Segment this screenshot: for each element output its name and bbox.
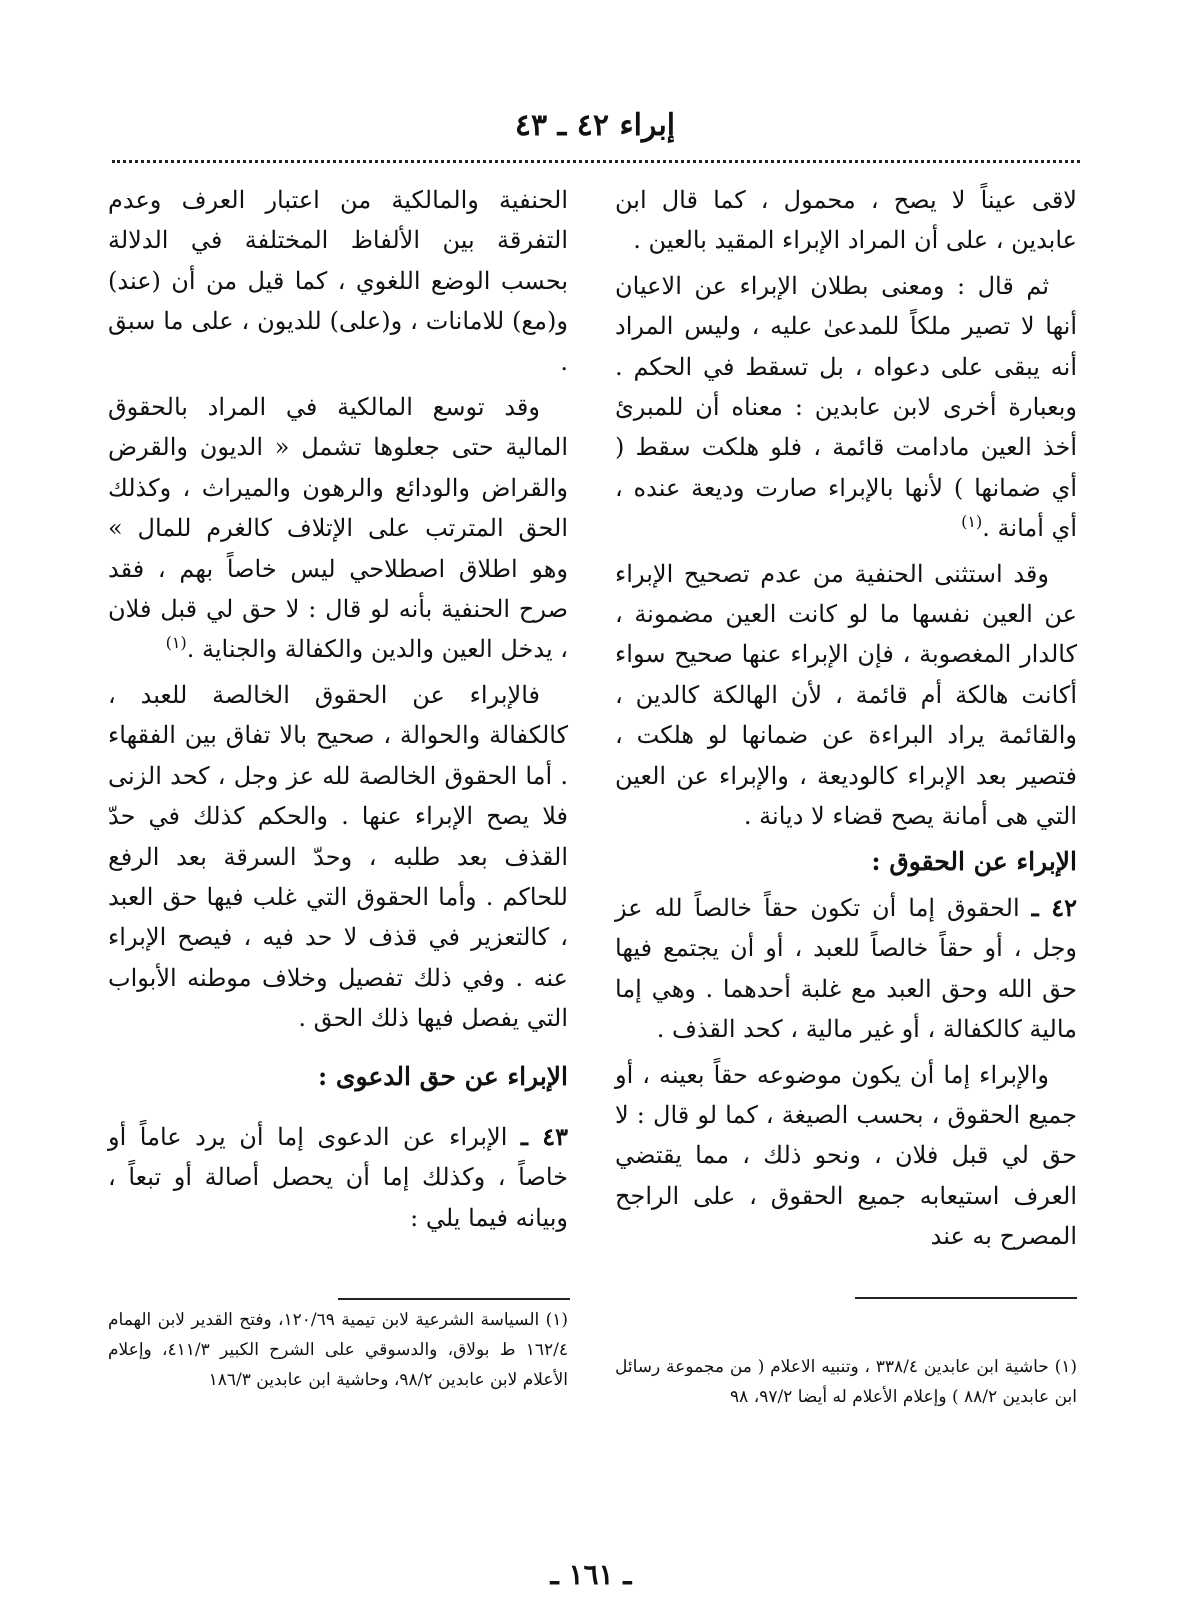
section-heading-claim: الإبراء عن حق الدعوى : <box>317 1061 568 1091</box>
section-42-text: الحقوق إما أن تكون حقاً خالصاً لله عز وجل ، أو حقاً خالصاً للعبد ، أو أن يجتمع فيها حق الله وحق العبد مع غلبة أحدهما . وهي إما مالية كالكفالة ، أو غير مالية ، كحد القذف . <box>615 893 1077 1044</box>
right-column <box>615 180 1077 1262</box>
footnote-right <box>615 1352 1077 1412</box>
footnote-ref: (١) <box>165 633 187 653</box>
section-number-43: ٤٣ ـ <box>520 1121 568 1151</box>
section-heading-rights: الإبراء عن الحقوق : <box>871 846 1077 876</box>
right-paragraph-4: والإبراء إما أن يكون موضوعه حقاً بعينه ، أو جميع الحقوق ، بحسب الصيغة ، كما لو قال : لا حق لي قبل فلان ، ونحو ذلك ، مما يقتضي العرف استيعابه جميع الحقوق ، على الراجح المصرح به عند <box>615 1060 1077 1251</box>
header-dotted-rule <box>112 160 1080 163</box>
left-paragraph-1: الحنفية والمالكية من اعتبار العرف وعدم التفرقة بين الألفاظ المختلفة في الدلالة بحسب الوضع اللغوي ، كما قيل من أن (عند) و(مع) للامانات ، و(على) للديون ، على ما سبق . <box>108 186 568 376</box>
footnote-rule-left <box>338 1298 570 1300</box>
right-paragraph-2 <box>615 266 1077 549</box>
running-header: إبراء ٤٢ ـ ٤٣ <box>514 108 676 143</box>
left-paragraph-2 <box>108 387 568 670</box>
right-paragraph-3: وقد استثنى الحنفية من عدم تصحيح الإبراء عن العين نفسها ما لو كانت العين مضمونة ، كالدار المغصوبة ، فإن الإبراء عنها صحيح سواء أكانت هالكة أم قائمة ، لأن الهالكة كالدين ، والقائمة يراد البراءة عن ضمانها لو هلكت ، فتصير بعد الإبراء كالوديعة ، والإبراء عن العين التي هى أمانة يصح قضاء لا ديانة . <box>615 559 1077 831</box>
section-42 <box>615 888 1077 1050</box>
right-paragraph-1: لاقى عيناً لا يصح ، محمول ، كما قال ابن عابدين ، على أن المراد الإبراء المقيد بالعين . <box>615 186 1077 255</box>
footnote-ref: (١) <box>961 512 983 532</box>
footnote-left <box>108 1305 568 1395</box>
left-column <box>108 180 568 1243</box>
section-number-42: ٤٢ ـ <box>1031 892 1078 922</box>
left-paragraph-2-text: وقد توسع المالكية في المراد بالحقوق المالية حتى جعلوها تشمل « الديون والقرض والقراض والودائع والرهون والميراث ، وكذلك الحق المترتب على الإتلاف كالغرم للمال » وهو اطلاق اصطلاحي ليس خاصاً بهم ، فقد صرح الحنفية بأنه لو قال : لا حق لي قبل فلان ، يدخل العين والدين والكفالة والجناية . <box>108 393 568 664</box>
section-43 <box>108 1117 568 1238</box>
left-paragraph-3: فالإبراء عن الحقوق الخالصة للعبد ، كالكفالة والحوالة ، صحيح بالا تفاق بين الفقهاء . أما الحقوق الخالصة لله عز وجل ، كحد الزنى فلا يصح الإبراء عنها . والحكم كذلك في حدّ القذف بعد طلبه ، وحدّ السرقة بعد الرفع للحاكم . وأما الحقوق التي غلب فيها حق العبد ، كالتعزير في قذف لا حد فيه ، فيصح الإبراء عنه . وفي ذلك تفصيل وخلاف موطنه الأبواب التي يفصل فيها ذلك الحق . <box>108 680 568 1033</box>
page-number: ـ ١٦١ ـ <box>550 1558 632 1591</box>
footnote-right-text: (١) حاشية ابن عابدين ٣٣٨/٤ ، وتنبيه الاعلام ( من مجموعة رسائل ابن عابدين ٨٨/٢ ) وإعلام الأعلام له أيضا ٩٧/٢، ٩٨ <box>615 1357 1077 1407</box>
footnote-left-text: (١) السياسة الشرعية لابن تيمية ١٢٠/٦٩، وفتح القدير لابن الهمام ١٦٢/٤ ط بولاق، والدسوقي على الشرح الكبير ٤١١/٣، وإعلام الأعلام لابن عابدين ٩٨/٢، وحاشية ابن عابدين ١٨٦/٣ <box>108 1310 568 1390</box>
footnote-rule-right <box>855 1297 1077 1299</box>
right-paragraph-2-text: ثم قال : ومعنى بطلان الإبراء عن الاعيان أنها لا تصير ملكاً للمدعىٰ عليه ، وليس المراد أنه يبقى على دعواه ، بل تسقط في الحكم . وبعبارة أخرى لابن عابدين : معناه أن للمبرئ أخذ العين مادامت قائمة ، فلو هلكت سقط ( أي ضمانها ) لأنها بالإبراء صارت وديعة عنده ، أي أمانة . <box>615 271 1077 543</box>
section-43-text: الإبراء عن الدعوى إما أن يرد عاماً أو خاصاً ، وكذلك إما أن يحصل أصالة أو تبعاً ، وبيانه فيما يلي : <box>108 1122 568 1232</box>
